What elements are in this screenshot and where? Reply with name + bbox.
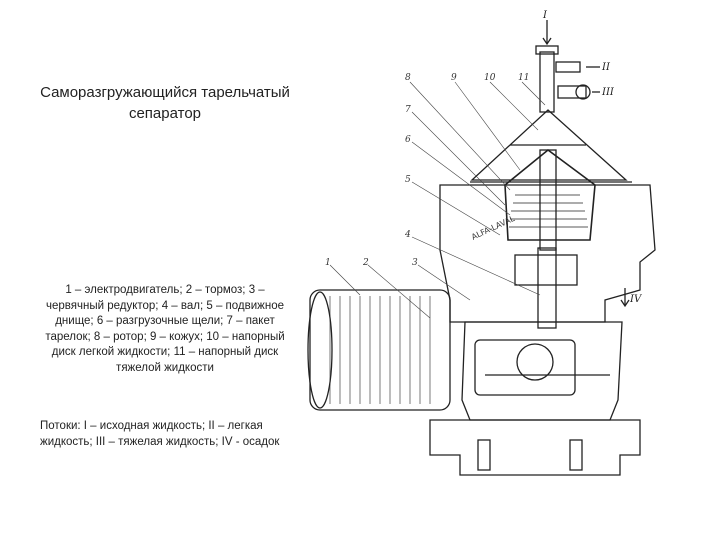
part-number-9: 9	[451, 73, 457, 83]
gear-housing	[462, 322, 622, 420]
shaft	[538, 248, 556, 328]
separator-drawing	[290, 0, 720, 540]
heavy-liquid-outlet	[558, 86, 586, 98]
separator-housing	[440, 185, 655, 322]
part-number-3: 3	[412, 258, 418, 268]
light-liquid-outlet	[556, 62, 580, 72]
part-number-1: 1	[325, 258, 331, 268]
part-number-11: 11	[518, 73, 530, 83]
flow-label-I: I	[543, 10, 547, 21]
part-number-6: 6	[405, 135, 411, 145]
part-number-4: 4	[405, 230, 411, 240]
part-number-8: 8	[405, 73, 411, 83]
part-number-2: 2	[363, 258, 369, 268]
flow-label-III: III	[602, 87, 614, 98]
flow-label-IV: IV	[630, 294, 642, 305]
base-frame	[430, 420, 640, 475]
part-number-10: 10	[484, 73, 496, 83]
parts-legend: 1 – электродвигатель; 2 – тормоз; 3 – червячный редуктор; 4 – вал; 5 – подвижное днище; 6 – разгрузочные щели; 7 – пакет тарелок; 8 – ротор; 9 – кожух; 10 – напорный диск легкой жидкости; 11 – напорный диск тяжелой жидкости	[45, 284, 285, 374]
flows-legend: Потоки: I – исходная жидкость; II – легкая жидкость; III – тяжелая жидкость; IV - осадок	[40, 420, 280, 448]
flow-label-II: II	[602, 62, 610, 73]
part-number-5: 5	[405, 175, 411, 185]
inlet-pipe	[540, 52, 554, 112]
svg-text:ALFA-LAVAL: ALFA-LAVAL	[470, 214, 516, 242]
diagram-title: Саморазгружающийся тарельчатый сепаратор	[40, 84, 290, 122]
part-number-7: 7	[405, 105, 411, 115]
